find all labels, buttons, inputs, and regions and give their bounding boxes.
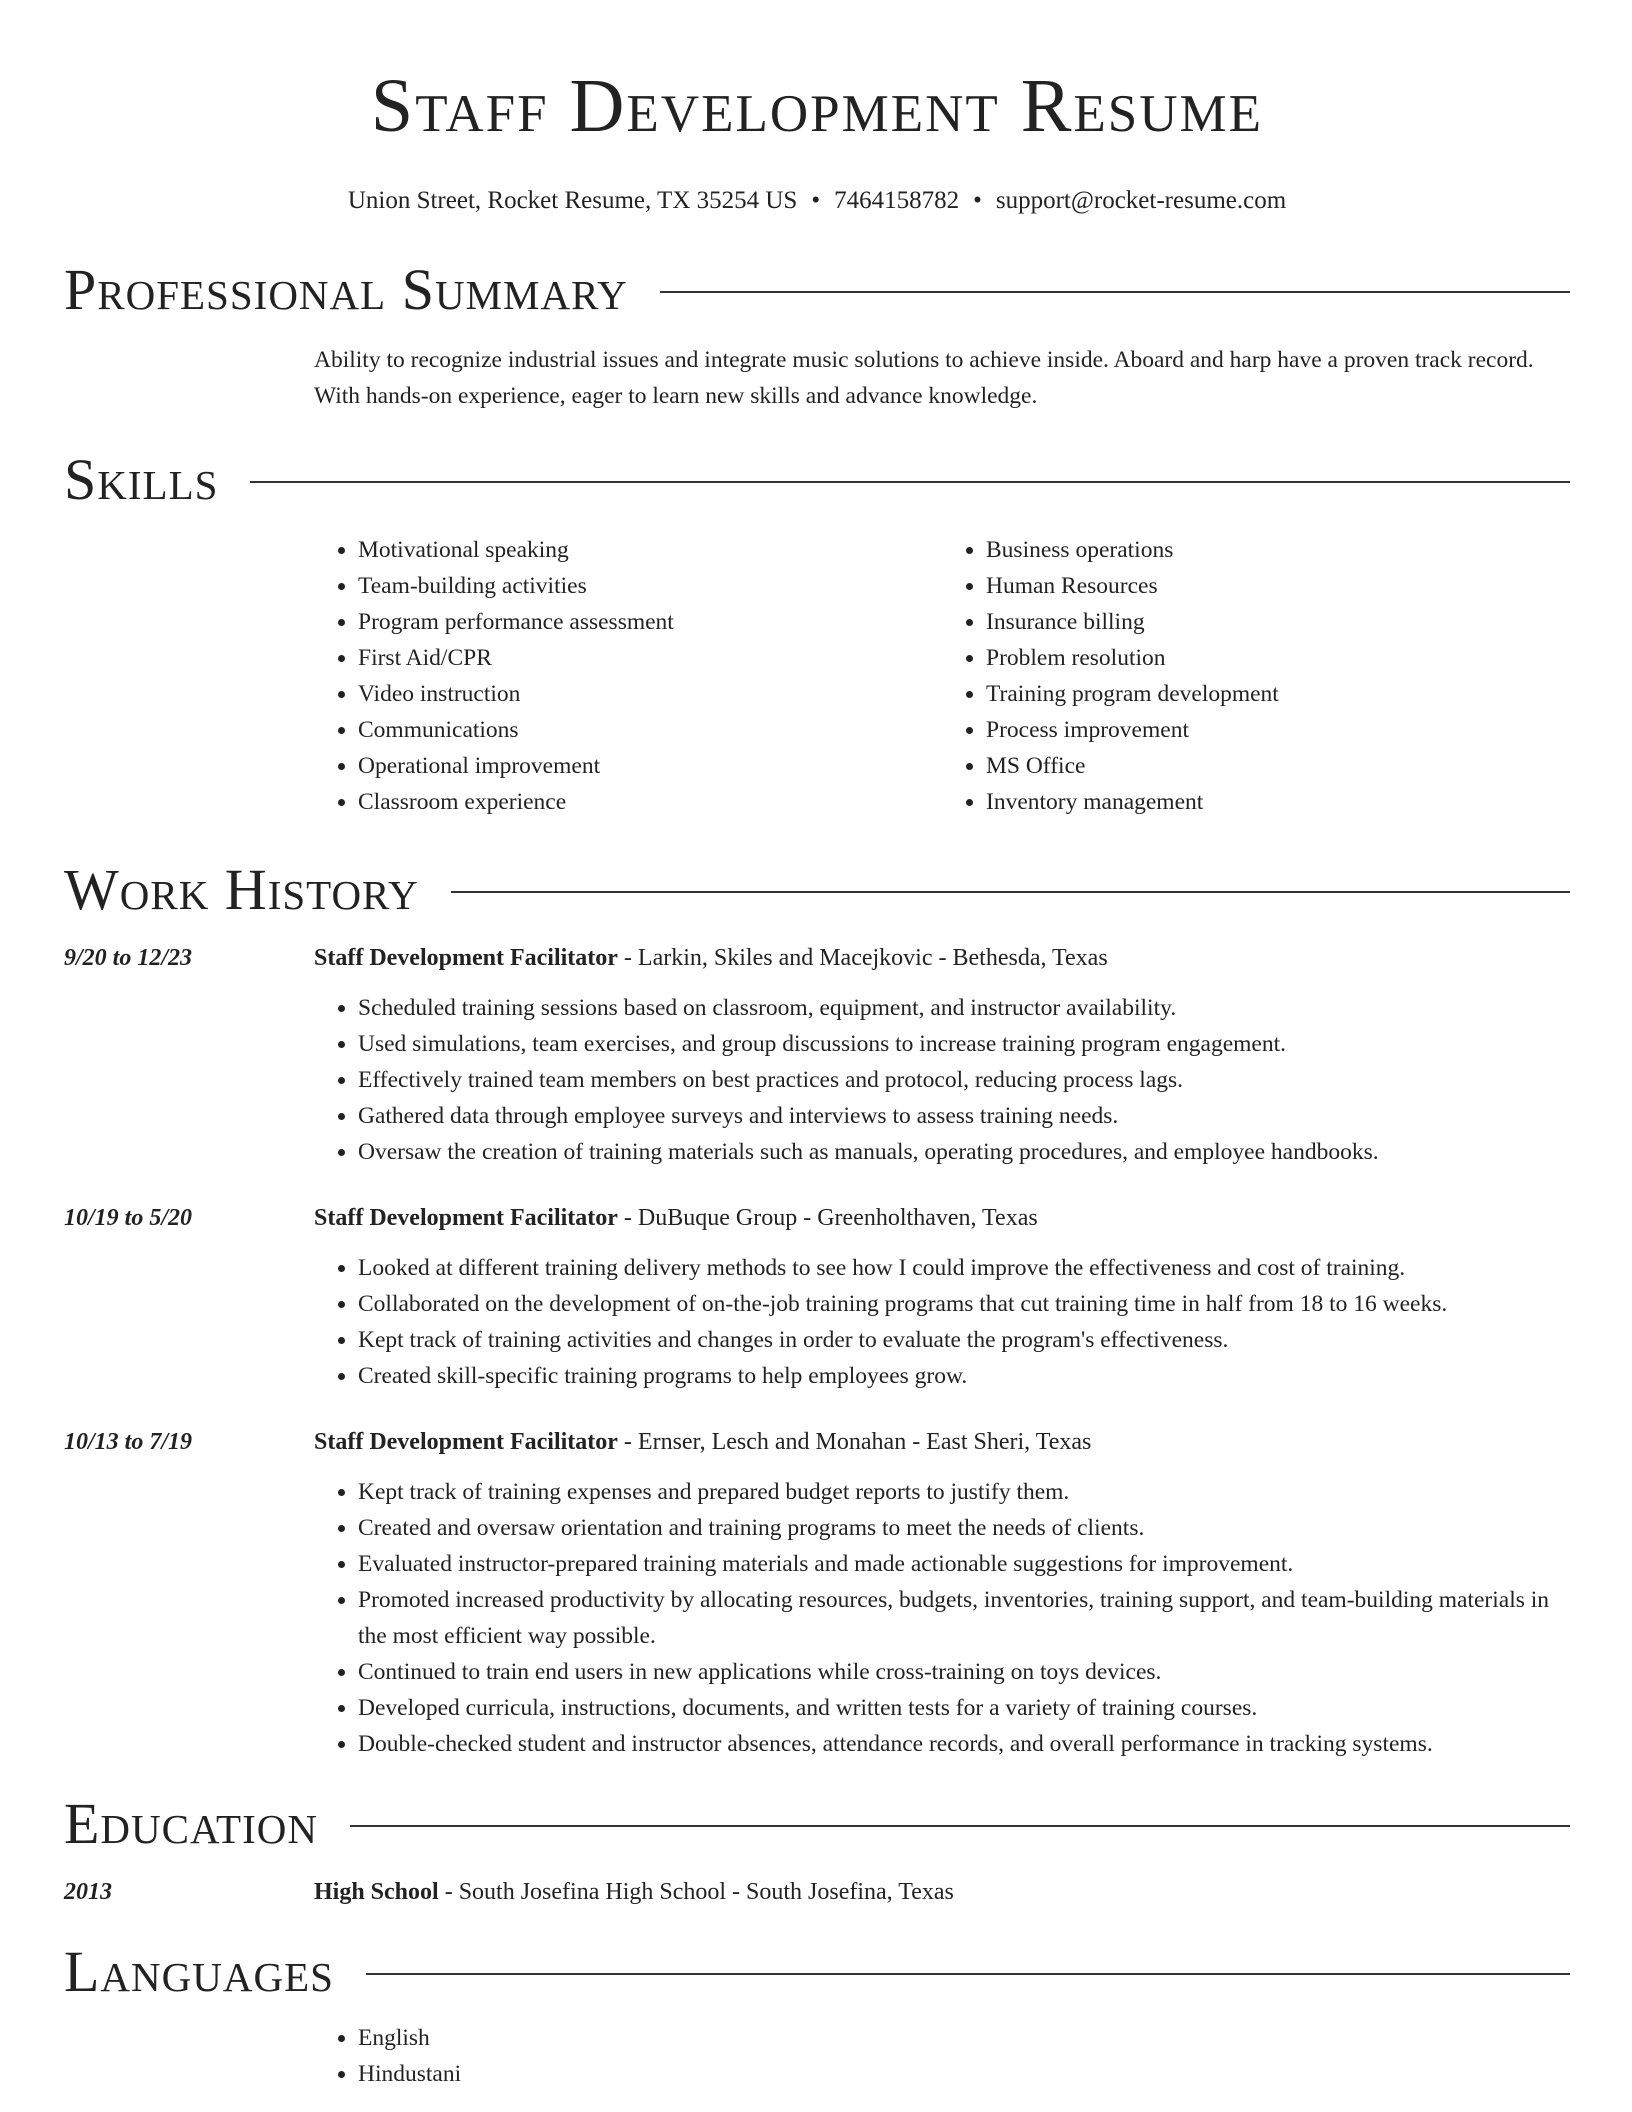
contact-separator: • bbox=[811, 187, 821, 214]
skill-item: • Insurance billing bbox=[986, 604, 1570, 640]
job-bullets bbox=[314, 1474, 1570, 1762]
job-bullet: • Used simulations, team exercises, and group discussions to increase training program engagement. bbox=[358, 1026, 1570, 1062]
education-heading: Education bbox=[64, 1791, 318, 1856]
job-bullet: • Effectively trained team members on best practices and protocol, reducing process lags. bbox=[358, 1062, 1570, 1098]
section-divider bbox=[366, 1973, 1570, 1975]
job-date: 10/19 to 5/20 bbox=[64, 1205, 193, 1231]
job-details: - DuBuque Group - Greenholthaven, Texas bbox=[617, 1205, 1038, 1231]
job-bullet: • Evaluated instructor-prepared training materials and made actionable suggestions for improvement. bbox=[358, 1546, 1570, 1582]
job-bullet: • Looked at different training delivery methods to see how I could improve the effectiveness and cost of training. bbox=[358, 1250, 1570, 1286]
languages-section-header bbox=[64, 1940, 1570, 2004]
languages-heading: Languages bbox=[64, 1939, 334, 2004]
summary-section-header bbox=[64, 258, 1570, 322]
skill-item: • Training program development bbox=[986, 676, 1570, 712]
job-bullet: • Continued to train end users in new applications while cross-training on toys devices. bbox=[358, 1654, 1570, 1690]
languages-list-wrap bbox=[314, 2020, 1570, 2092]
job-title: Staff Development Facilitator bbox=[314, 945, 618, 971]
job-bullet: • Developed curricula, instructions, documents, and written tests for a variety of training courses. bbox=[358, 1690, 1570, 1726]
education-heading-line bbox=[314, 1874, 1570, 1910]
section-divider bbox=[660, 291, 1570, 293]
job-bullet: • Gathered data through employee surveys and interviews to assess training needs. bbox=[358, 1098, 1570, 1134]
job-bullet: • Collaborated on the development of on-the-job training programs that cut training time in half from 18 to 16 weeks. bbox=[358, 1286, 1570, 1322]
resume-title: Staff Development Resume bbox=[370, 64, 1264, 148]
education-date: 2013 bbox=[64, 1879, 112, 1905]
skill-item: • Classroom experience bbox=[358, 784, 942, 820]
languages-list bbox=[314, 2020, 1570, 2092]
skill-item: • Inventory management bbox=[986, 784, 1570, 820]
job-bullet: • Created skill-specific training programs to help employees grow. bbox=[358, 1358, 1570, 1394]
education-section-header bbox=[64, 1792, 1570, 1856]
contact-phone: 7464158782 bbox=[834, 187, 960, 214]
skills-column-1 bbox=[314, 532, 942, 820]
skills-section-header bbox=[64, 448, 1570, 512]
job-entry bbox=[64, 940, 1570, 1170]
skill-item: • Communications bbox=[358, 712, 942, 748]
skills-heading: Skills bbox=[64, 447, 219, 512]
skill-item: • Motivational speaking bbox=[358, 532, 942, 568]
skill-item: • Business operations bbox=[986, 532, 1570, 568]
work-heading: Work History bbox=[64, 857, 419, 922]
job-date: 9/20 to 12/23 bbox=[64, 945, 193, 971]
skills-columns bbox=[314, 532, 1570, 820]
job-heading bbox=[314, 1200, 1570, 1236]
education-entry bbox=[64, 1874, 1570, 1910]
job-date: 10/13 to 7/19 bbox=[64, 1429, 193, 1455]
job-bullet: • Kept track of training activities and changes in order to evaluate the program's effectiveness. bbox=[358, 1322, 1570, 1358]
skill-item: • Operational improvement bbox=[358, 748, 942, 784]
skill-item: • Video instruction bbox=[358, 676, 942, 712]
job-heading bbox=[314, 940, 1570, 976]
contact-separator: • bbox=[973, 187, 982, 214]
job-details: - Ernser, Lesch and Monahan - East Sheri, Texas bbox=[617, 1429, 1092, 1455]
job-entry bbox=[64, 1424, 1570, 1762]
job-bullet: • Scheduled training sessions based on classroom, equipment, and instructor availability. bbox=[358, 990, 1570, 1026]
skills-column-2 bbox=[942, 532, 1570, 820]
job-details: - Larkin, Skiles and Macejkovic - Bethesda, Texas bbox=[617, 945, 1108, 971]
skill-item: • First Aid/CPR bbox=[358, 640, 942, 676]
skill-item: • Problem resolution bbox=[986, 640, 1570, 676]
work-section-header bbox=[64, 858, 1570, 922]
section-divider bbox=[451, 891, 1570, 893]
job-bullet: • Double-checked student and instructor absences, attendance records, and overall performance in tracking systems. bbox=[358, 1726, 1570, 1762]
contact-address: Union Street, Rocket Resume, TX 35254 US bbox=[347, 187, 798, 214]
education-degree: High School bbox=[314, 1879, 439, 1905]
skill-item: • Team-building activities bbox=[358, 568, 942, 604]
summary-text: Ability to recognize industrial issues and integrate music solutions to achieve inside. Aboard and harp have a proven track record. With hands-on experience, eager to learn new skills and advance knowledge. bbox=[314, 347, 1534, 409]
skill-item: • Human Resources bbox=[986, 568, 1570, 604]
job-bullets bbox=[314, 990, 1570, 1170]
job-bullet: • Oversaw the creation of training materials such as manuals, operating procedures, and employee handbooks. bbox=[358, 1134, 1570, 1170]
section-divider bbox=[250, 481, 1570, 483]
skill-item: • Program performance assessment bbox=[358, 604, 942, 640]
language-item: • Hindustani bbox=[358, 2056, 1570, 2092]
job-bullet: • Created and oversaw orientation and training programs to meet the needs of clients. bbox=[358, 1510, 1570, 1546]
job-heading bbox=[314, 1424, 1570, 1460]
contact-line bbox=[64, 184, 1570, 218]
skill-item: • MS Office bbox=[986, 748, 1570, 784]
skill-item: • Process improvement bbox=[986, 712, 1570, 748]
job-bullets bbox=[314, 1250, 1570, 1394]
language-item: • English bbox=[358, 2020, 1570, 2056]
education-details: - South Josefina High School - South Josefina, Texas bbox=[438, 1879, 954, 1905]
section-divider bbox=[350, 1825, 1570, 1827]
job-bullet: • Promoted increased productivity by allocating resources, budgets, inventories, training support, and team-building materials in the most efficient way possible. bbox=[358, 1582, 1570, 1654]
job-title: Staff Development Facilitator bbox=[314, 1205, 618, 1231]
job-title: Staff Development Facilitator bbox=[314, 1429, 618, 1455]
job-bullet: • Kept track of training expenses and prepared budget reports to justify them. bbox=[358, 1474, 1570, 1510]
summary-heading: Professional Summary bbox=[64, 257, 628, 322]
job-entry bbox=[64, 1200, 1570, 1394]
contact-email: support@rocket-resume.com bbox=[995, 187, 1287, 214]
